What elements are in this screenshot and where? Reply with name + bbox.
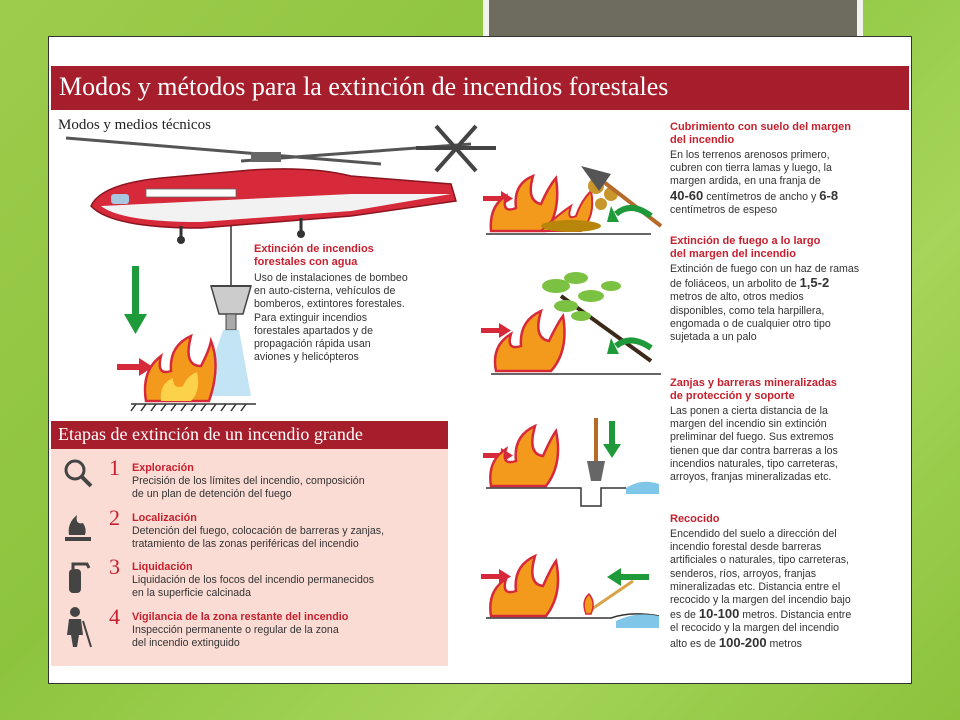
- stages-panel: [51, 421, 448, 666]
- stage-title: Exploración: [132, 462, 194, 474]
- method-body: [670, 149, 906, 217]
- infographic-poster: [51, 66, 909, 666]
- stage-description: [132, 525, 384, 551]
- measure-value: 6-8: [819, 187, 839, 203]
- water-body-line: aviones y helicópteros: [254, 351, 359, 364]
- water-extinction-block: [254, 243, 444, 364]
- stages-title: Etapas de extinción de un incendio grande: [58, 424, 363, 444]
- stage-title: Localización: [132, 512, 197, 524]
- stage-number: 3: [109, 554, 120, 579]
- measure-value: 1,5-2: [799, 275, 830, 291]
- method-body-text: de foliáceos, un arbolito de: [670, 278, 800, 291]
- stage-number: 4: [109, 604, 120, 629]
- method-body-line: cubren con tierra lamas y luego, la: [670, 162, 832, 175]
- fire-extinguisher-icon: [69, 564, 89, 593]
- water-heading-line2: forestales con agua: [254, 256, 358, 268]
- method-body-line: centímetros de espeso: [670, 203, 778, 216]
- method-heading-line: del margen del incendio: [670, 248, 796, 260]
- method-body-line: tienen que dar contra barreras a los: [670, 444, 838, 457]
- measure-value: 40-60: [670, 187, 704, 203]
- water-body-line: en auto-cisterna, vehículos de: [254, 285, 396, 298]
- water-heading-line1: Extinción de incendios: [254, 243, 374, 255]
- backfire-illustration: [481, 556, 659, 628]
- method-body-line: senderos, ríos, arroyos, franjas: [670, 567, 817, 580]
- method-body-line: En los terrenos arenosos primero,: [670, 149, 830, 161]
- stage-title: Vigilancia de la zona restante del incendio: [132, 611, 349, 623]
- method-body-line: margen del incendio sin extinción: [670, 418, 827, 431]
- method-body-line: incendios naturales, tipo carreteras,: [670, 457, 838, 470]
- method-body-line: Las ponen a cierta distancia de la: [670, 405, 828, 417]
- method-body-line: incendio forestal desde barreras: [670, 541, 822, 554]
- method-heading-line: Zanjas y barreras mineralizadas: [670, 377, 837, 389]
- method-body-line: disponibles, como tela harpillera,: [670, 304, 825, 317]
- method-body-line: margen ardida, en una franja de: [670, 175, 821, 188]
- stage-number: 2: [109, 505, 120, 530]
- measure-value: 10-100: [698, 606, 740, 622]
- flame-icon: [145, 336, 216, 401]
- method-body: [670, 263, 906, 344]
- stage-desc-line: tratamiento de las zonas periféricas del incendio: [132, 538, 359, 550]
- method-body-text: es de: [670, 609, 699, 622]
- method-body: [670, 405, 906, 484]
- method-heading-line: del incendio: [670, 134, 735, 146]
- method-body-text: metros. Distancia entre: [739, 609, 852, 622]
- method-body: [670, 528, 906, 651]
- poster-subtitle: Modos y medios técnicos: [58, 117, 211, 133]
- method-body-line: el recocido y la margen del incendio: [670, 622, 840, 635]
- method-body-line: [670, 636, 906, 651]
- method-body-line: metros de alto, otros medios: [670, 291, 804, 304]
- method-soil-cover: [670, 121, 906, 217]
- stages-header: [51, 421, 448, 449]
- method-body-line: recocido y la margen del incendio bajo: [670, 594, 851, 607]
- method-heading-line: Cubrimiento con suelo del margen: [670, 121, 851, 133]
- stage-desc-line: en la superficie calcinada: [132, 587, 251, 599]
- stage-description: [132, 624, 339, 650]
- water-body-line: propagación rápida usan: [254, 338, 371, 351]
- stage-number: 1: [109, 455, 120, 480]
- firefighter-icon: [67, 607, 91, 647]
- branch-beating-illustration: [481, 272, 661, 374]
- water-body-line: forestales apartados y de: [254, 324, 373, 337]
- method-branch-beating: [670, 235, 906, 344]
- stage-desc-line: del incendio extinguido: [132, 637, 240, 649]
- soil-cover-illustration: [483, 166, 661, 234]
- method-body-text: metros: [766, 637, 802, 650]
- title-bar: [51, 66, 909, 110]
- stage-desc-line: Precisión de los límites del incendio, composición: [132, 475, 365, 487]
- stage-desc-line: Detención del fuego, colocación de barreras y zanjas,: [132, 525, 385, 537]
- method-body-text: alto es de: [670, 637, 719, 650]
- method-body-line: [670, 607, 906, 622]
- method-body-line: artificiales o naturales, tipo carreteras,: [670, 554, 849, 567]
- stage-description: [132, 475, 365, 501]
- water-body-line: bomberos, extintores forestales.: [254, 298, 405, 311]
- method-body-line: Extinción de fuego con un haz de ramas: [670, 263, 860, 275]
- method-body-line: preliminar del fuego. Sus extremos: [670, 431, 834, 444]
- stage-desc-line: Inspección permanente o regular de la zona: [132, 624, 339, 636]
- method-body-line: engomada o de cualquier otro tipo: [670, 317, 831, 330]
- trench-illustration: [483, 418, 659, 506]
- method-backfire: [670, 513, 906, 651]
- method-heading-line: Recocido: [670, 513, 720, 525]
- ground-hatch: [131, 404, 256, 411]
- stage-title: Liquidación: [132, 561, 193, 573]
- method-heading-line: de protección y soporte: [670, 390, 795, 402]
- method-body-line: arroyos, franjas mineralizadas etc.: [670, 471, 832, 484]
- stage-description: [132, 574, 374, 600]
- method-body-text: centímetros de ancho y: [703, 190, 820, 203]
- magnifier-icon: [66, 461, 91, 486]
- method-body-line: Encendido del suelo a dirección del: [670, 528, 837, 540]
- water-body-line: Para extinguir incendios: [254, 311, 368, 324]
- method-body-line: sujetada a un palo: [670, 331, 757, 344]
- measure-value: 100-200: [718, 634, 767, 650]
- method-body-line: [670, 276, 906, 291]
- poster-title: Modos y métodos para la extinción de incendios forestales: [59, 72, 669, 101]
- method-body-line: [670, 189, 906, 204]
- water-body-line: Uso de instalaciones de bombeo: [254, 272, 408, 284]
- method-heading-line: Extinción de fuego a lo largo: [670, 235, 821, 247]
- fire-hazard-icon: [65, 515, 91, 541]
- water-body: [254, 272, 444, 364]
- method-body-line: mineralizadas etc. Distancia entre el: [670, 580, 841, 593]
- green-down-arrow-icon: [124, 266, 147, 334]
- red-right-arrow-icon: [117, 358, 153, 376]
- stage-desc-line: de un plan de detención del fuego: [132, 488, 292, 500]
- stage-desc-line: Liquidación de los focos del incendio permanecidos: [132, 574, 375, 586]
- method-trenches: [670, 377, 906, 484]
